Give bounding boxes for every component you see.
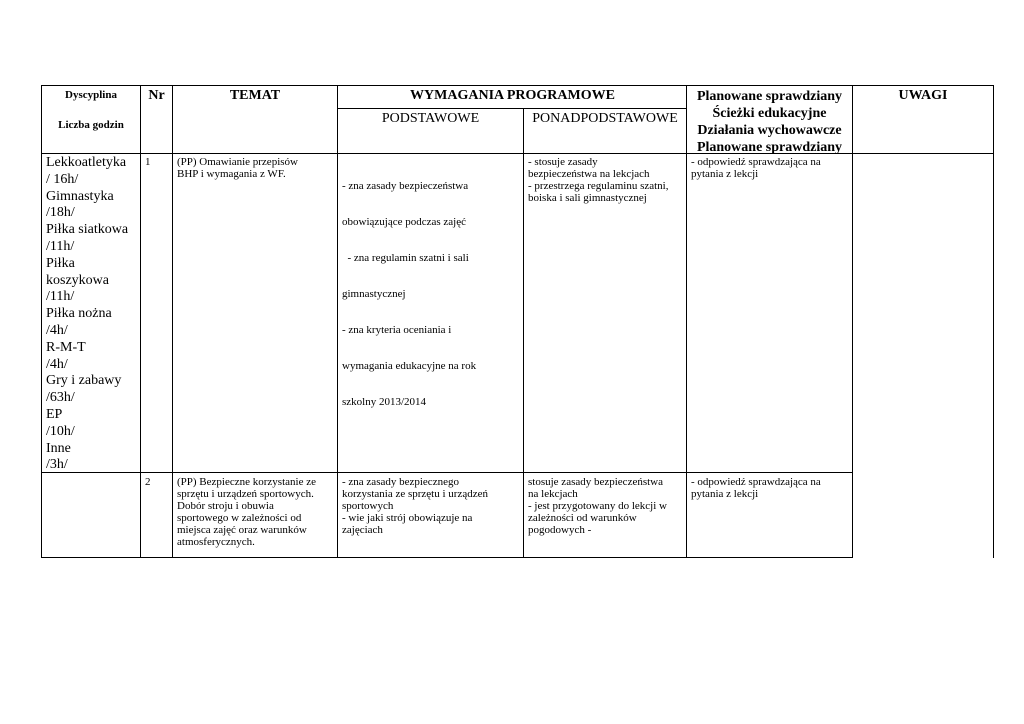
row-1-nr: 1 — [145, 156, 151, 168]
topic-line: Dobór stroju i obuwia — [177, 500, 274, 512]
basic-header: PODSTAWOWE — [381, 111, 480, 126]
requirements-header: WYMAGANIA PROGRAMOWE — [410, 88, 615, 103]
requirements-divider — [338, 108, 687, 109]
basic-line: - zna kryteria oceniania i — [342, 324, 452, 336]
basic-line: - zna zasady bezpieczeństwa — [342, 180, 469, 192]
advanced-line: - stosuje zasady — [528, 156, 598, 168]
discipline-item: Lekkoatletyka — [46, 155, 127, 170]
topic-line: atmosferycznych. — [177, 536, 255, 548]
advanced-line: zależności od warunków — [528, 512, 637, 524]
discipline-hours: /63h/ — [46, 390, 75, 406]
nr-header: Nr — [148, 88, 165, 103]
basic-line: gimnastycznej — [342, 288, 406, 300]
discipline-list — [46, 155, 139, 474]
planned-header-line: Planowane sprawdziany — [696, 89, 843, 104]
discipline-hours: /3h/ — [46, 457, 68, 473]
topic-column-border — [337, 85, 338, 558]
planned-header — [687, 88, 852, 156]
topic-header: TEMAT — [229, 88, 281, 103]
table-left-border — [41, 85, 42, 558]
advanced-line: na lekcjach — [528, 488, 578, 500]
basic-line: szkolny 2013/2014 — [342, 396, 427, 408]
topic-line: sportowego w zależności od — [177, 512, 302, 524]
advanced-header: PONADPODSTAWOWE — [532, 111, 678, 126]
notes-column-border — [993, 85, 994, 558]
advanced-line: - jest przygotowany do lekcji w — [528, 500, 667, 512]
row-1-basic — [342, 156, 520, 432]
discipline-hours: /10h/ — [46, 423, 75, 439]
row-1-planned — [691, 156, 849, 180]
discipline-item: Gry i zabawy — [46, 373, 122, 389]
basic-line: - zna regulamin szatni i sali — [342, 252, 469, 264]
row-1-topic — [177, 156, 335, 180]
basic-line: korzystania ze sprzętu i urządzeń — [342, 488, 488, 500]
notes-header: UWAGI — [898, 88, 948, 103]
planned-header-line: Działania wychowawcze — [697, 123, 842, 138]
discipline-item: Inne — [46, 440, 71, 456]
discipline-hours: /4h/ — [46, 322, 68, 338]
basic-line: wymagania edukacyjne na rok — [342, 360, 477, 372]
discipline-hours: /18h/ — [46, 205, 75, 221]
discipline-item: Piłka — [46, 255, 75, 271]
topic-line: BHP i wymagania z WF. — [177, 168, 286, 180]
topic-line: (PP) Bezpieczne korzystanie ze — [177, 476, 316, 488]
row-2-planned — [691, 476, 849, 500]
topic-line: (PP) Omawianie przepisów — [177, 156, 298, 168]
basic-column-border — [523, 108, 524, 558]
row-2-nr: 2 — [145, 476, 151, 488]
discipline-item: Piłka siatkowa — [46, 222, 129, 238]
discipline-item: EP — [46, 406, 63, 422]
discipline-header: Dyscyplina — [65, 89, 117, 101]
discipline-hours: /11h/ — [46, 238, 75, 254]
hours-header: Liczba godzin — [58, 119, 124, 131]
basic-line: - wie jaki strój obowiązuje na — [342, 512, 473, 524]
discipline-item: Piłka nożna — [46, 306, 112, 322]
basic-line: sportowych — [342, 500, 394, 512]
planned-line: pytania z lekcji — [691, 168, 759, 180]
row-1-advanced — [528, 156, 684, 204]
advanced-line: bezpieczeństwa na lekcjach — [528, 168, 650, 180]
discipline-hours: /11h/ — [46, 289, 75, 305]
advanced-line: stosuje zasady bezpieczeństwa — [528, 476, 663, 488]
advanced-line: pogodowych - — [528, 524, 592, 536]
advanced-line: - przestrzega regulaminu szatni, — [528, 180, 669, 192]
topic-line: sprzętu i urządzeń sportowych. — [177, 488, 314, 500]
row-divider — [41, 472, 853, 473]
discipline-item: koszykowa — [46, 272, 109, 288]
discipline-item: R-M-T — [46, 339, 86, 355]
planned-header-line: Ścieżki edukacyjne — [712, 106, 827, 121]
nr-column-border — [172, 85, 173, 558]
discipline-column-border — [140, 85, 141, 558]
row-2-topic — [177, 476, 336, 548]
planned-line: - odpowiedź sprawdzająca na — [691, 156, 821, 168]
topic-line: miejsca zajęć oraz warunków — [177, 524, 307, 536]
discipline-item: Gimnastyka — [46, 188, 114, 204]
planned-column-border — [852, 85, 853, 558]
advanced-line: boiska i sali gimnastycznej — [528, 192, 647, 204]
row-2-basic — [342, 476, 520, 536]
table-bottom-border — [41, 557, 853, 558]
discipline-hours: / 16h/ — [46, 171, 79, 187]
planned-line: - odpowiedź sprawdzająca na — [691, 476, 821, 488]
basic-line: obowiązujące podczas zajęć — [342, 216, 466, 228]
planned-line: pytania z lekcji — [691, 488, 759, 500]
discipline-hours: /4h/ — [46, 356, 68, 372]
basic-line: zajęciach — [342, 524, 383, 536]
planned-header-line: Planowane sprawdziany — [696, 140, 843, 155]
row-2-advanced — [528, 476, 684, 536]
basic-line: - zna zasady bezpiecznego — [342, 476, 459, 488]
